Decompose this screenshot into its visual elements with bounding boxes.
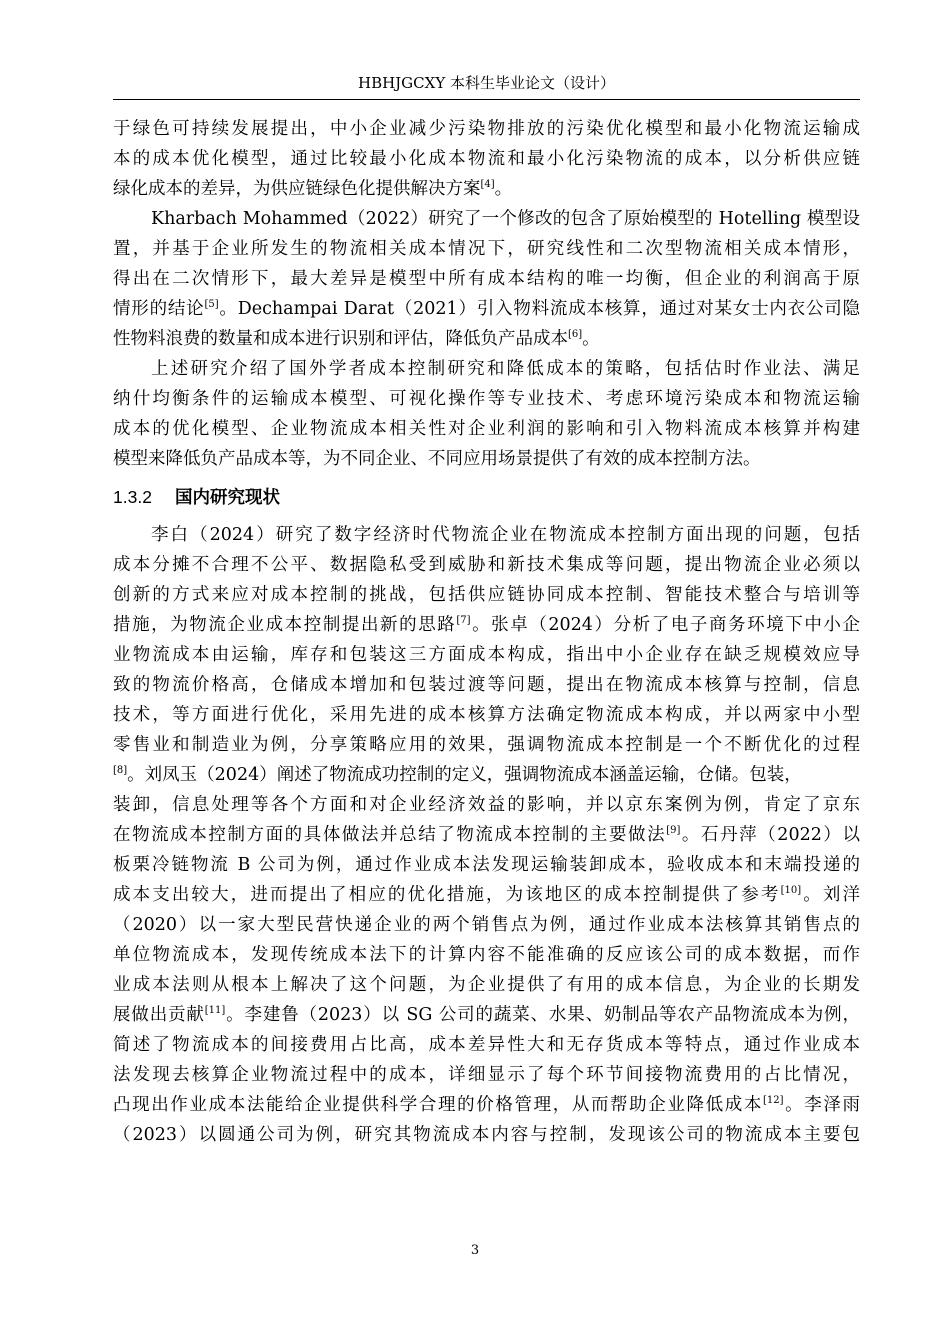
citation-marker: [11]	[204, 1005, 226, 1016]
text-line	[113, 1000, 860, 1030]
paragraph	[113, 204, 860, 354]
text-line	[113, 760, 860, 790]
line-text: 装卸，信息处理等各个方面和对企业经济效益的影响，并以京东案例为例，肯定了京东	[113, 795, 860, 815]
citation-marker: [4]	[480, 179, 495, 190]
line-text-continued: 。	[582, 329, 600, 349]
text-line	[113, 610, 860, 640]
text-line	[113, 204, 860, 234]
text-line	[113, 790, 860, 820]
line-text: 单位物流成本，发现传统成本法下的计算内容不能准确的反应该公司的成本数据，而作	[113, 945, 860, 965]
line-text: 致的物流价格高，仓储成本增加和包装过渡等问题，提出在物流成本核算与控制，信息	[113, 675, 860, 695]
line-text: 凸现出作业成本法能给企业提供科学合理的价格管理，从而帮助企业降低成本	[113, 1095, 763, 1115]
line-text: 性物料浪费的数量和成本进行识别和评估，降低负产品成本	[113, 329, 568, 349]
page-number: 3	[470, 1243, 480, 1258]
citation-marker: [7]	[456, 615, 471, 626]
text-line	[113, 114, 860, 144]
line-text: 展做出贡献	[113, 1005, 205, 1025]
text-line	[113, 940, 860, 970]
line-text: Kharbach Mohammed（2022）研究了一个修改的包含了原始模型的 Hotelling 模型设	[151, 209, 860, 229]
line-text: 情形的结论	[113, 299, 205, 319]
line-text: 业成本法则从根本上解决了这个问题，为企业提供了有用的成本信息，为企业的长期发	[113, 975, 860, 995]
line-text-continued: 。李泽雨	[783, 1095, 861, 1115]
text-line	[113, 700, 860, 730]
line-text: 业物流成本由运输，库存和包装这三方面成本构成，指出中小企业存在缺乏规模效应导	[113, 645, 860, 665]
line-text: 纳什均衡条件的运输成本模型、可视化操作等专业技术、考虑环境污染成本和物流运输	[113, 389, 860, 409]
line-text-continued: 。石丹萍（2022）以	[680, 825, 860, 845]
text-line	[113, 354, 860, 384]
line-text: 绿化成本的差异，为供应链绿色化提供解决方案	[113, 179, 481, 199]
line-text-continued: 。Dechampai Darat（2021）引入物料流成本核算，通过对某女士内衣公司隐	[218, 299, 861, 319]
text-line	[113, 1060, 860, 1090]
text-line	[113, 910, 860, 940]
text-line	[113, 324, 860, 354]
paragraph	[113, 354, 860, 474]
line-text: 本的成本优化模型，通过比较最小化成本物流和最小化污染物流的成本，以分析供应链	[113, 149, 860, 169]
section-heading	[113, 477, 860, 517]
body-text-after-section	[113, 520, 860, 1150]
text-line	[113, 384, 860, 414]
text-line	[113, 970, 860, 1000]
text-line	[113, 850, 860, 880]
line-text: 于绿色可持续发展提出，中小企业减少污染物排放的污染优化模型和最小化物流运输成	[113, 119, 860, 139]
line-text: 措施，为物流企业成本控制提出新的思路	[113, 615, 457, 635]
citation-marker: [10]	[780, 885, 802, 896]
text-line	[113, 414, 860, 444]
citation-marker: [12]	[763, 1095, 784, 1106]
paragraph	[113, 114, 860, 204]
paragraph	[113, 520, 860, 1150]
section-number: 1.3.2	[113, 487, 152, 507]
text-line	[113, 670, 860, 700]
text-line	[113, 550, 860, 580]
line-text: 成本分摊不合理不公平、数据隐私受到威胁和新技术集成等问题，提出物流企业必须以	[113, 555, 860, 575]
line-text: 李白（2024）研究了数字经济时代物流企业在物流成本控制方面出现的问题，包括	[151, 525, 860, 545]
line-text: 置，并基于企业所发生的物流相关成本情况下，研究线性和二次型物流相关成本情形，	[113, 239, 860, 259]
line-text: （2023）以圆通公司为例，研究其物流成本内容与控制，发现该公司的物流成本主要包	[113, 1125, 860, 1145]
text-line	[113, 234, 860, 264]
citation-marker: [9]	[666, 825, 681, 836]
text-line	[113, 1120, 860, 1150]
text-line	[113, 880, 860, 910]
text-line	[113, 1030, 860, 1060]
line-text: 上述研究介绍了国外学者成本控制研究和降低成本的策略，包括估时作业法、满足	[151, 359, 860, 379]
text-line	[113, 264, 860, 294]
line-text: 法发现去核算企业物流过程中的成本，详细显示了每个环节间接物流费用的占比情况，	[113, 1065, 860, 1085]
page-header: HBHJGCXY 本科生毕业论文（设计）	[357, 74, 615, 92]
line-text-continued: 。刘洋	[801, 885, 861, 905]
text-line	[113, 144, 860, 174]
header-rule	[113, 99, 860, 100]
line-text: 成本支出较大，进而提出了相应的优化措施，为该地区的成本控制提供了参考	[113, 885, 781, 905]
citation-marker: [8]	[113, 765, 128, 776]
line-text: 零售业和制造业为例，分享策略应用的效果，强调物流成本控制是一个不断优化的过程	[113, 735, 860, 755]
line-text: 模型来降低负产品成本等，为不同企业、不同应用场景提供了有效的成本控制方法。	[113, 449, 761, 469]
citation-marker: [6]	[568, 329, 583, 340]
line-text-continued: 。张卓（2024）分析了电子商务环境下中小企	[470, 615, 860, 635]
text-line	[113, 294, 860, 324]
line-text: 在物流成本控制方面的具体做法并总结了物流成本控制的主要做法	[113, 825, 667, 845]
text-line	[113, 444, 860, 474]
section-title: 国内研究现状	[175, 488, 280, 508]
line-text-continued: 。李建鲁（2023）以 SG 公司的蔬菜、水果、奶制品等农产品物流成本为例，	[225, 1005, 860, 1025]
body-text-before-section	[113, 114, 860, 474]
line-text-continued: 。刘凤玉（2024）阐述了物流成功控制的定义，强调物流成本涵盖运输，仓储。包装，	[127, 765, 802, 785]
line-text: 得出在二次情形下，最大差异是模型中所有成本结构的唯一均衡，但企业的利润高于原	[113, 269, 860, 289]
line-text: 创新的方式来应对成本控制的挑战，包括供应链协同成本控制、智能技术整合与培训等	[113, 585, 860, 605]
line-text-continued: 。	[494, 179, 513, 199]
line-text: 成本的优化模型、企业物流成本相关性对企业利润的影响和引入物料流成本核算并构建	[113, 419, 860, 439]
line-text: （2020）以一家大型民营快递企业的两个销售点为例，通过作业成本法核算其销售点的	[113, 915, 860, 935]
page-body	[113, 114, 860, 1150]
line-text: 简述了物流成本的间接费用占比高，成本差异性大和无存货成本等特点，通过作业成本	[113, 1035, 860, 1055]
text-line	[113, 820, 860, 850]
citation-marker: [5]	[204, 299, 219, 310]
line-text: 技术，等方面进行优化，采用先进的成本核算方法确定物流成本构成，并以两家中小型	[113, 705, 860, 725]
text-line	[113, 730, 860, 760]
line-text: 板栗冷链物流 B 公司为例，通过作业成本法发现运输装卸成本，验收成本和末端投递的	[113, 855, 860, 875]
text-line	[113, 640, 860, 670]
text-line	[113, 520, 860, 550]
text-line	[113, 1090, 860, 1120]
text-line	[113, 580, 860, 610]
text-line	[113, 174, 860, 204]
